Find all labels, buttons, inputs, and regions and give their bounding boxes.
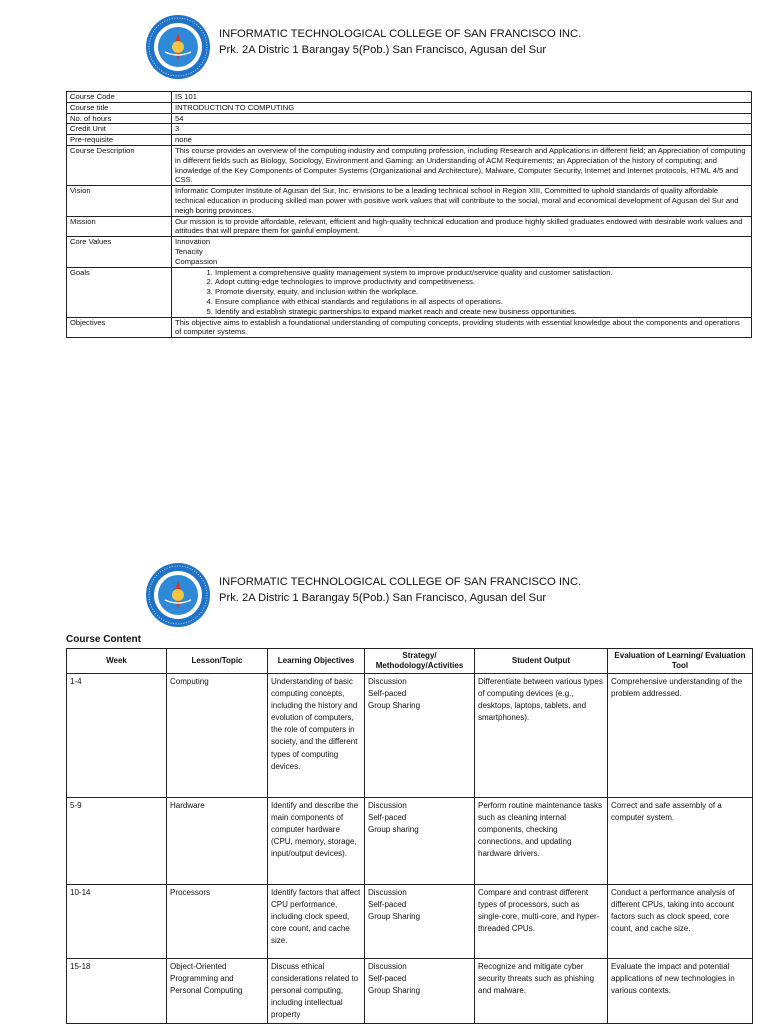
col-output: Student Output: [475, 649, 608, 674]
course-content-table: [66, 648, 753, 1024]
goal-item: 1. Implement a comprehensive quality management system to improve product/service quality and customer satisfaction.: [215, 268, 748, 278]
credit-unit-value: 3: [172, 124, 752, 135]
topic-cell: Object-Oriented Programming and Personal Computing: [167, 959, 268, 1024]
course-code-label: Course Code: [67, 92, 172, 103]
week-cell: 15-18: [67, 959, 167, 1024]
col-week: Week: [67, 649, 167, 674]
strategy-item: Self-paced: [368, 974, 407, 984]
row-description: [67, 145, 752, 185]
week-cell: 1-4: [67, 674, 167, 798]
mission-label: Mission: [67, 216, 172, 237]
week-cell: 10-14: [67, 885, 167, 959]
org-address: Prk. 2A Distric 1 Barangay 5(Pob.) San Francisco, Agusan del Sur: [219, 44, 547, 56]
strategy-item: Discussion: [368, 962, 407, 971]
strategy-cell: [365, 885, 475, 959]
goal-item: 4. Ensure compliance with ethical standards and regulations in all aspects of operations.: [215, 297, 748, 307]
goals-label: Goals: [67, 267, 172, 317]
row-mission: [67, 216, 752, 237]
strategy-item: Group Sharing: [368, 701, 421, 711]
objectives-cell: Discuss ethical considerations related to personal computing, including intellectual property: [268, 959, 365, 1024]
col-evaluation: Evaluation of Learning/ Evaluation Tool: [608, 649, 753, 674]
row-credit-unit: [67, 124, 752, 135]
strategy-item: Discussion: [368, 801, 407, 810]
college-seal-icon: [145, 562, 211, 628]
table-row: [67, 885, 753, 959]
output-cell: Compare and contrast different types of processors, such as single-core, multi-core, and hyper-threaded CPUs.: [475, 885, 608, 959]
strategy-cell: [365, 798, 475, 885]
org-name: INFORMATIC TECHNOLOGICAL COLLEGE OF SAN FRANCISCO INC.: [219, 28, 582, 40]
strategy-item: Self-paced: [368, 689, 407, 699]
strategy-cell: [365, 674, 475, 798]
goal-item: 5. Identify and establish strategic partnerships to expand market reach and create new business opportunities.: [215, 307, 748, 317]
objectives-cell: Understanding of basic computing concepts, including the history and evolution of computers, the role of computers in society, and the different types of computing devices.: [268, 674, 365, 798]
row-prerequisite: [67, 135, 752, 146]
row-course-code: [67, 92, 752, 103]
course-info-table: [66, 91, 752, 338]
evaluation-cell: Conduct a performance analysis of different CPUs, taking into account factors such as clock speed, core count, and cache size.: [608, 885, 753, 959]
core-value-item: Innovation: [175, 237, 211, 247]
course-title-value: INTRODUCTION TO COMPUTING: [172, 102, 752, 113]
strategy-item: Discussion: [368, 677, 407, 686]
col-objectives: Learning Objectives: [268, 649, 365, 674]
output-cell: Recognize and mitigate cyber security threats such as phishing and malware.: [475, 959, 608, 1024]
topic-cell: Hardware: [167, 798, 268, 885]
prerequisite-label: Pre-requisite: [67, 135, 172, 146]
strategy-item: Self-paced: [368, 900, 407, 910]
course-content-title: Course Content: [66, 634, 141, 645]
course-title-label: Course title: [67, 102, 172, 113]
output-cell: Differentiate between various types of computing devices (e.g., desktops, laptops, tablets, and smartphones).: [475, 674, 608, 798]
table-row: [67, 959, 753, 1024]
row-hours: [67, 113, 752, 124]
evaluation-cell: Comprehensive understanding of the problem addressed.: [608, 674, 753, 798]
objectives-cell: Identify factors that affect CPU performance, including clock speed, core count, and cache size.: [268, 885, 365, 959]
org-name: INFORMATIC TECHNOLOGICAL COLLEGE OF SAN FRANCISCO INC.: [219, 576, 582, 588]
strategy-item: Group Sharing: [368, 986, 421, 996]
strategy-cell: [365, 959, 475, 1024]
prerequisite-value: none: [172, 135, 752, 146]
evaluation-cell: Evaluate the impact and potential applications of new technologies in various contexts.: [608, 959, 753, 1024]
strategy-item: Group sharing: [368, 825, 419, 835]
letterhead: [145, 14, 665, 84]
college-seal-icon: [145, 14, 211, 80]
objectives-cell: Identify and describe the main components of computer hardware (CPU, memory, storage, input/output devices).: [268, 798, 365, 885]
hours-value: 54: [172, 113, 752, 124]
table-row: [67, 674, 753, 798]
goals-list: [172, 267, 752, 317]
org-address: Prk. 2A Distric 1 Barangay 5(Pob.) San Francisco, Agusan del Sur: [219, 592, 547, 604]
core-values-list: [172, 237, 752, 267]
evaluation-cell: Correct and safe assembly of a computer system.: [608, 798, 753, 885]
row-course-title: [67, 102, 752, 113]
objectives-value: This objective aims to establish a foundational understanding of computing concepts, providing students with essential knowledge about the components and operations of computer systems.: [172, 317, 752, 338]
row-objectives: [67, 317, 752, 338]
hours-label: No. of hours: [67, 113, 172, 124]
output-cell: Perform routine maintenance tasks such as cleaning internal components, checking connections, and updating hardware drivers.: [475, 798, 608, 885]
core-value-item: Compassion: [175, 256, 218, 266]
description-label: Course Description: [67, 145, 172, 185]
strategy-item: Discussion: [368, 888, 407, 897]
row-core-values: [67, 237, 752, 267]
strategy-item: Self-paced: [368, 813, 407, 823]
strategy-item: Group Sharing: [368, 912, 421, 922]
credit-unit-label: Credit Unit: [67, 124, 172, 135]
table-header-row: [67, 649, 753, 674]
col-topic: Lesson/Topic: [167, 649, 268, 674]
table-row: [67, 798, 753, 885]
row-goals: [67, 267, 752, 317]
col-strategy: Strategy/ Methodology/Activities: [365, 649, 475, 674]
row-vision: [67, 186, 752, 216]
letterhead: [145, 562, 665, 632]
core-values-label: Core Values: [67, 237, 172, 267]
core-value-item: Tenacity: [175, 246, 203, 256]
goal-item: 3. Promote diversity, equity, and inclusion within the workplace.: [215, 287, 748, 297]
goal-item: 2. Adopt cutting-edge technologies to improve productivity and competitiveness.: [215, 277, 748, 287]
topic-cell: Processors: [167, 885, 268, 959]
vision-value: Informatic Computer Institute of Agusan del Sur, Inc. envisions to be a leading technical school in Region XIII, Committed to uphold standards of quality affordable technical education in producing skilled man power with positive work values that will contribute to the social, moral and economical development of Agusan del Sur and neigh boring provinces.: [172, 186, 752, 216]
objectives-label: Objectives: [67, 317, 172, 338]
topic-cell: Computing: [167, 674, 268, 798]
mission-value: Our mission is to provide affordable, relevant, efficient and high-quality technical education and produce highly skilled graduates endowed with desirable work values and attitudes that will prepare them for gainful employment.: [172, 216, 752, 237]
description-value: This course provides an overview of the computing industry and computing profession, including Research and Applications in different field; an Appreciation of computing in different fields such as Biology, Sociology, Environment and Gaming: an Understanding of ACM Requirements; an Appreciation of the history of computing; and knowledge of the Key Components of Computer Systems (Organizational and Architecture), Malware, Computer Security, Internet and Internet protocols, HTML 4/5 and CSS.: [172, 145, 752, 185]
course-code-value: IS 101: [172, 92, 752, 103]
vision-label: Vision: [67, 186, 172, 216]
week-cell: 5-9: [67, 798, 167, 885]
